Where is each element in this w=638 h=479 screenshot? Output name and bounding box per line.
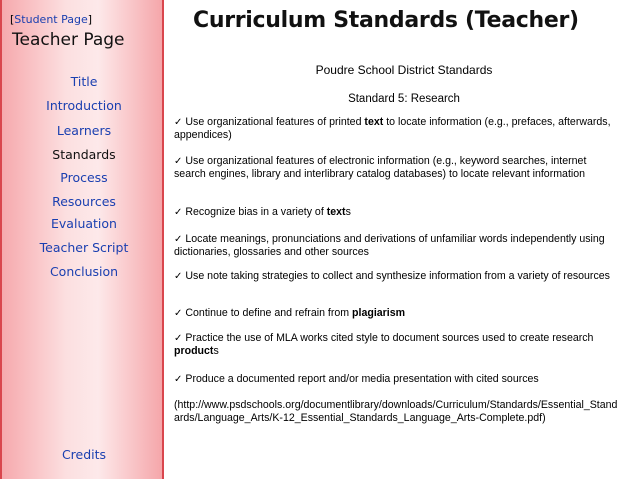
nav-title[interactable]: Title	[70, 74, 98, 89]
nav-process[interactable]: Process	[60, 170, 108, 185]
nav-evaluation[interactable]: Evaluation	[51, 216, 117, 231]
standard-item: ✓ Recognize bias in a variety of texts	[174, 206, 351, 218]
standard-item: ✓ Use organizational features of electronic information (e.g., keyword searches, internet search engines, library and interlibrary catalog databases) to locate relevant information	[174, 155, 587, 180]
student-page-label[interactable]: Student Page	[14, 13, 88, 26]
sidebar-heading: Teacher Page	[12, 30, 125, 50]
sidebar	[0, 0, 164, 479]
check-icon: ✓	[174, 333, 183, 344]
page-title: Curriculum Standards (Teacher)	[193, 8, 579, 33]
check-icon: ✓	[174, 207, 183, 218]
standard-item: ✓ Practice the use of MLA works cited style to document sources used to create research products	[174, 332, 594, 357]
check-icon: ✓	[174, 117, 183, 128]
district-standards-heading: Poudre School District Standards	[315, 63, 493, 77]
nav-introduction[interactable]: Introduction	[46, 98, 122, 113]
check-icon: ✓	[174, 308, 183, 319]
check-icon: ✓	[174, 156, 183, 167]
standard-item: ✓ Use organizational features of printed text to locate information (e.g., prefaces, afterwards, appendices)	[174, 116, 611, 141]
nav-standards[interactable]: Standards	[52, 147, 116, 162]
check-icon: ✓	[174, 271, 183, 282]
nav-resources[interactable]: Resources	[52, 194, 116, 209]
nav-conclusion[interactable]: Conclusion	[49, 264, 119, 279]
standard-item: ✓ Locate meanings, pronunciations and derivations of unfamiliar words independently using dictionaries, glossaries and other sources	[174, 233, 605, 258]
student-page-link[interactable]	[10, 13, 92, 26]
bracket-close: ]	[87, 13, 93, 26]
check-icon: ✓	[174, 234, 183, 245]
source-url[interactable]: (http://www.psdschools.org/documentlibrary/downloads/Curriculum/Standards/Essential_Standards/Language_Arts/K-12_Essential_Standards_Language_Arts-Complete.pdf)	[174, 399, 618, 424]
bracket-open: [	[10, 13, 15, 26]
nav-learners[interactable]: Learners	[56, 123, 112, 138]
standard-item: ✓ Continue to define and refrain from plagiarism	[174, 307, 406, 319]
check-icon: ✓	[174, 374, 183, 385]
standard-item: ✓ Produce a documented report and/or media presentation with cited sources	[174, 373, 539, 385]
standard-heading: Standard 5: Research	[348, 93, 460, 105]
nav-credits[interactable]: Credits	[61, 447, 107, 462]
nav-teacher-script[interactable]: Teacher Script	[39, 240, 129, 255]
standard-item: ✓ Use note taking strategies to collect and synthesize information from a variety of resources	[174, 270, 610, 282]
